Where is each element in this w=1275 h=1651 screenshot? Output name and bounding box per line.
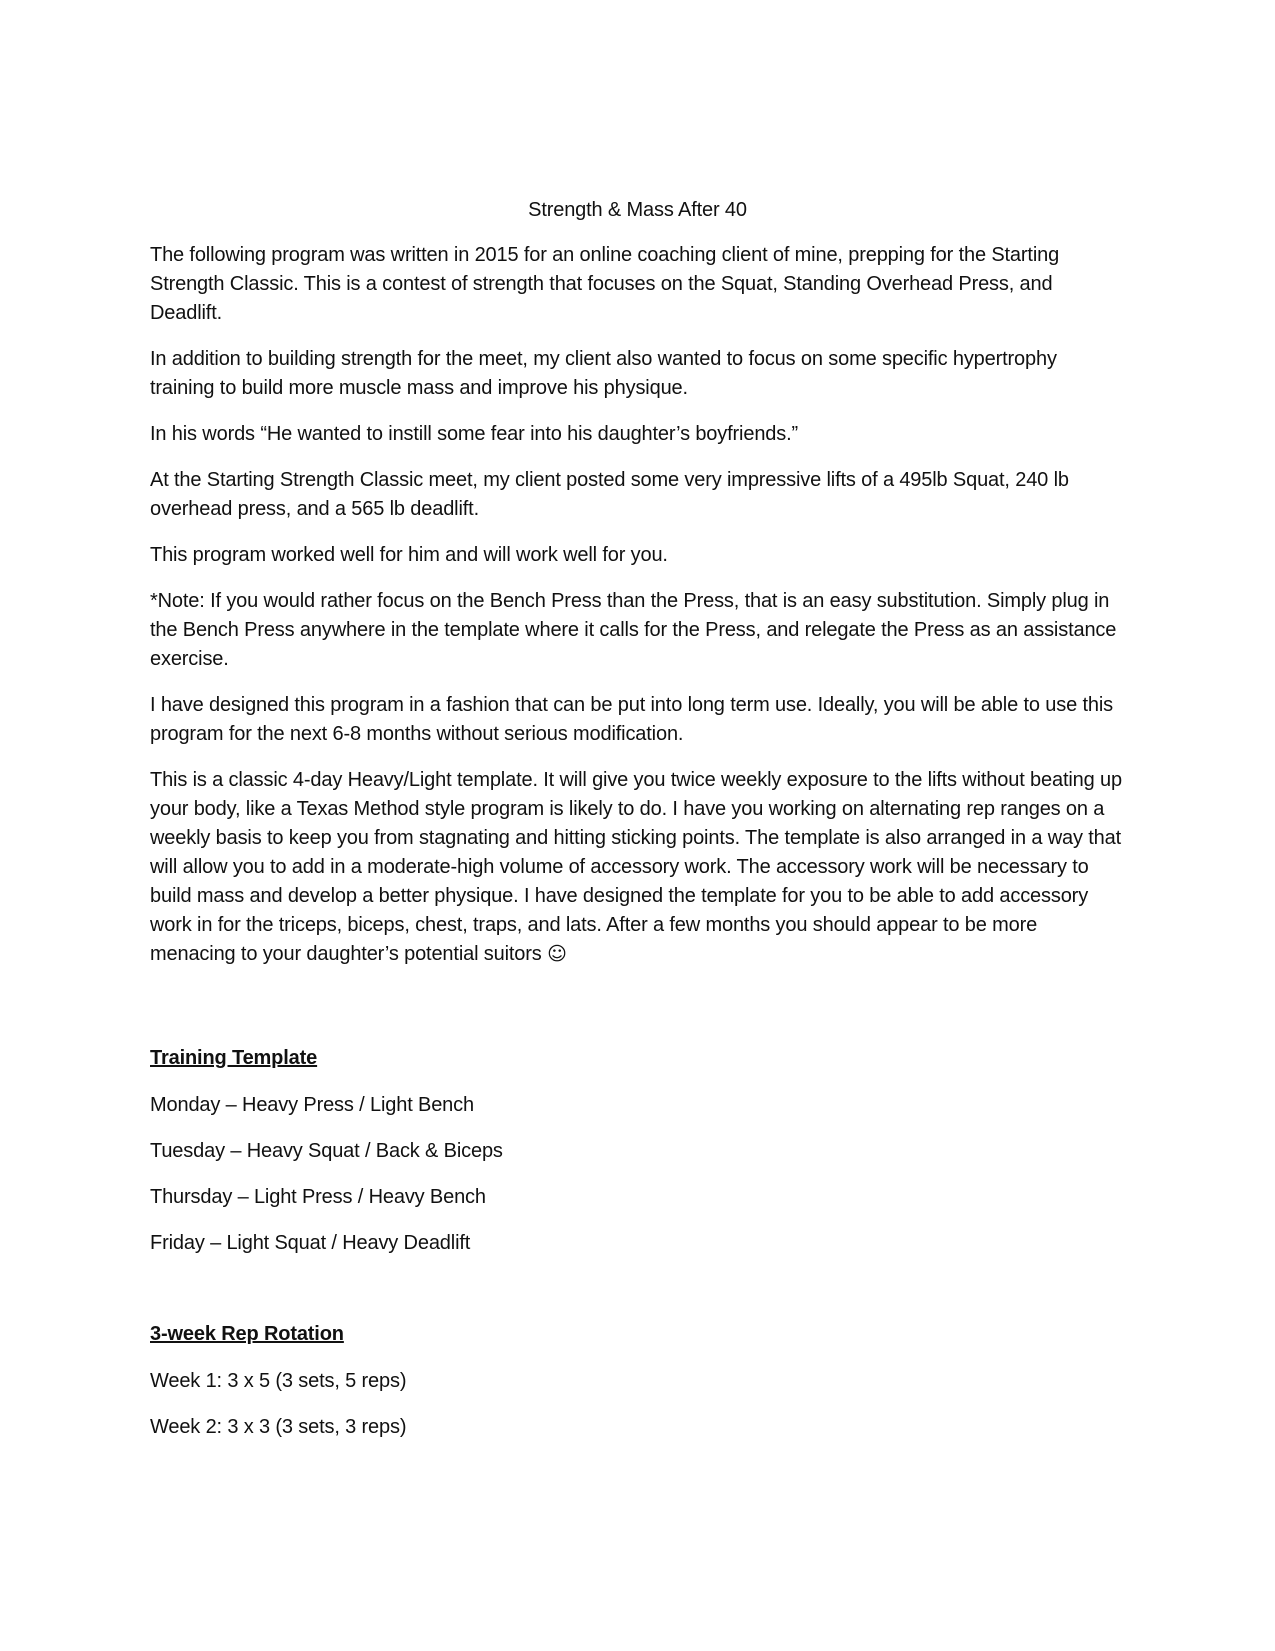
rep-rotation-week-2: Week 2: 3 x 3 (3 sets, 3 reps) <box>150 1416 407 1438</box>
training-template-heading: Training Template <box>150 1047 318 1069</box>
section-spacer <box>150 986 1125 1044</box>
training-day-monday: Monday – Heavy Press / Light Bench <box>150 1094 474 1116</box>
document-body <box>150 196 1125 1459</box>
paragraph-intro: The following program was written in 2015 for an online coaching client of mine, prepping for the Starting Strength Classic. This is a contest of strength that focuses on the Squat, Standing Overhead Press, and Deadlift. <box>150 244 1060 324</box>
training-day-tuesday: Tuesday – Heavy Squat / Back & Biceps <box>150 1140 503 1162</box>
training-day-thursday: Thursday – Light Press / Heavy Bench <box>150 1186 486 1208</box>
paragraph-long-term: I have designed this program in a fashion that can be put into long term use. Ideally, you will be able to use this program for the next 6-8 months without serious modification. <box>150 694 1113 745</box>
paragraph-template-description-text: This is a classic 4-day Heavy/Light template. It will give you twice weekly exposure to the lifts without beating up your body, like a Texas Method style program is likely to do. I have you working on alternating rep ranges on a weekly basis to keep you from stagnating and hitting sticking points. The template is also arranged in a way that will allow you to add in a moderate-high volume of accessory work. The accessory work will be necessary to build mass and develop a better physique. I have designed the template for you to be able to add accessory work in for the triceps, biceps, chest, traps, and lats. After a few months you should appear to be more menacing to your daughter’s potential suitors <box>150 769 1122 965</box>
smiley-icon: ☺ <box>547 943 567 965</box>
paragraph-quote: In his words “He wanted to instill some fear into his daughter’s boyfriends.” <box>150 423 799 445</box>
paragraph-hypertrophy: In addition to building strength for the meet, my client also wanted to focus on some specific hypertrophy training to build more muscle mass and improve his physique. <box>150 348 1057 399</box>
paragraph-template-description <box>150 766 1125 969</box>
paragraph-note: *Note: If you would rather focus on the Bench Press than the Press, that is an easy substitution. Simply plug in the Bench Press anywhere in the template where it calls for the Press, and relegate the Press as an assistance exercise. <box>150 590 1117 670</box>
paragraph-meet-results: At the Starting Strength Classic meet, my client posted some very impressive lifts of a 495lb Squat, 240 lb overhead press, and a 565 lb deadlift. <box>150 469 1069 520</box>
rep-rotation-week-1: Week 1: 3 x 5 (3 sets, 5 reps) <box>150 1370 407 1392</box>
training-day-friday: Friday – Light Squat / Heavy Deadlift <box>150 1232 471 1254</box>
document-title: Strength & Mass After 40 <box>528 199 747 221</box>
rep-rotation-heading: 3-week Rep Rotation <box>150 1323 344 1345</box>
paragraph-program-works: This program worked well for him and will work well for you. <box>150 544 668 566</box>
section-spacer <box>150 1275 1125 1320</box>
